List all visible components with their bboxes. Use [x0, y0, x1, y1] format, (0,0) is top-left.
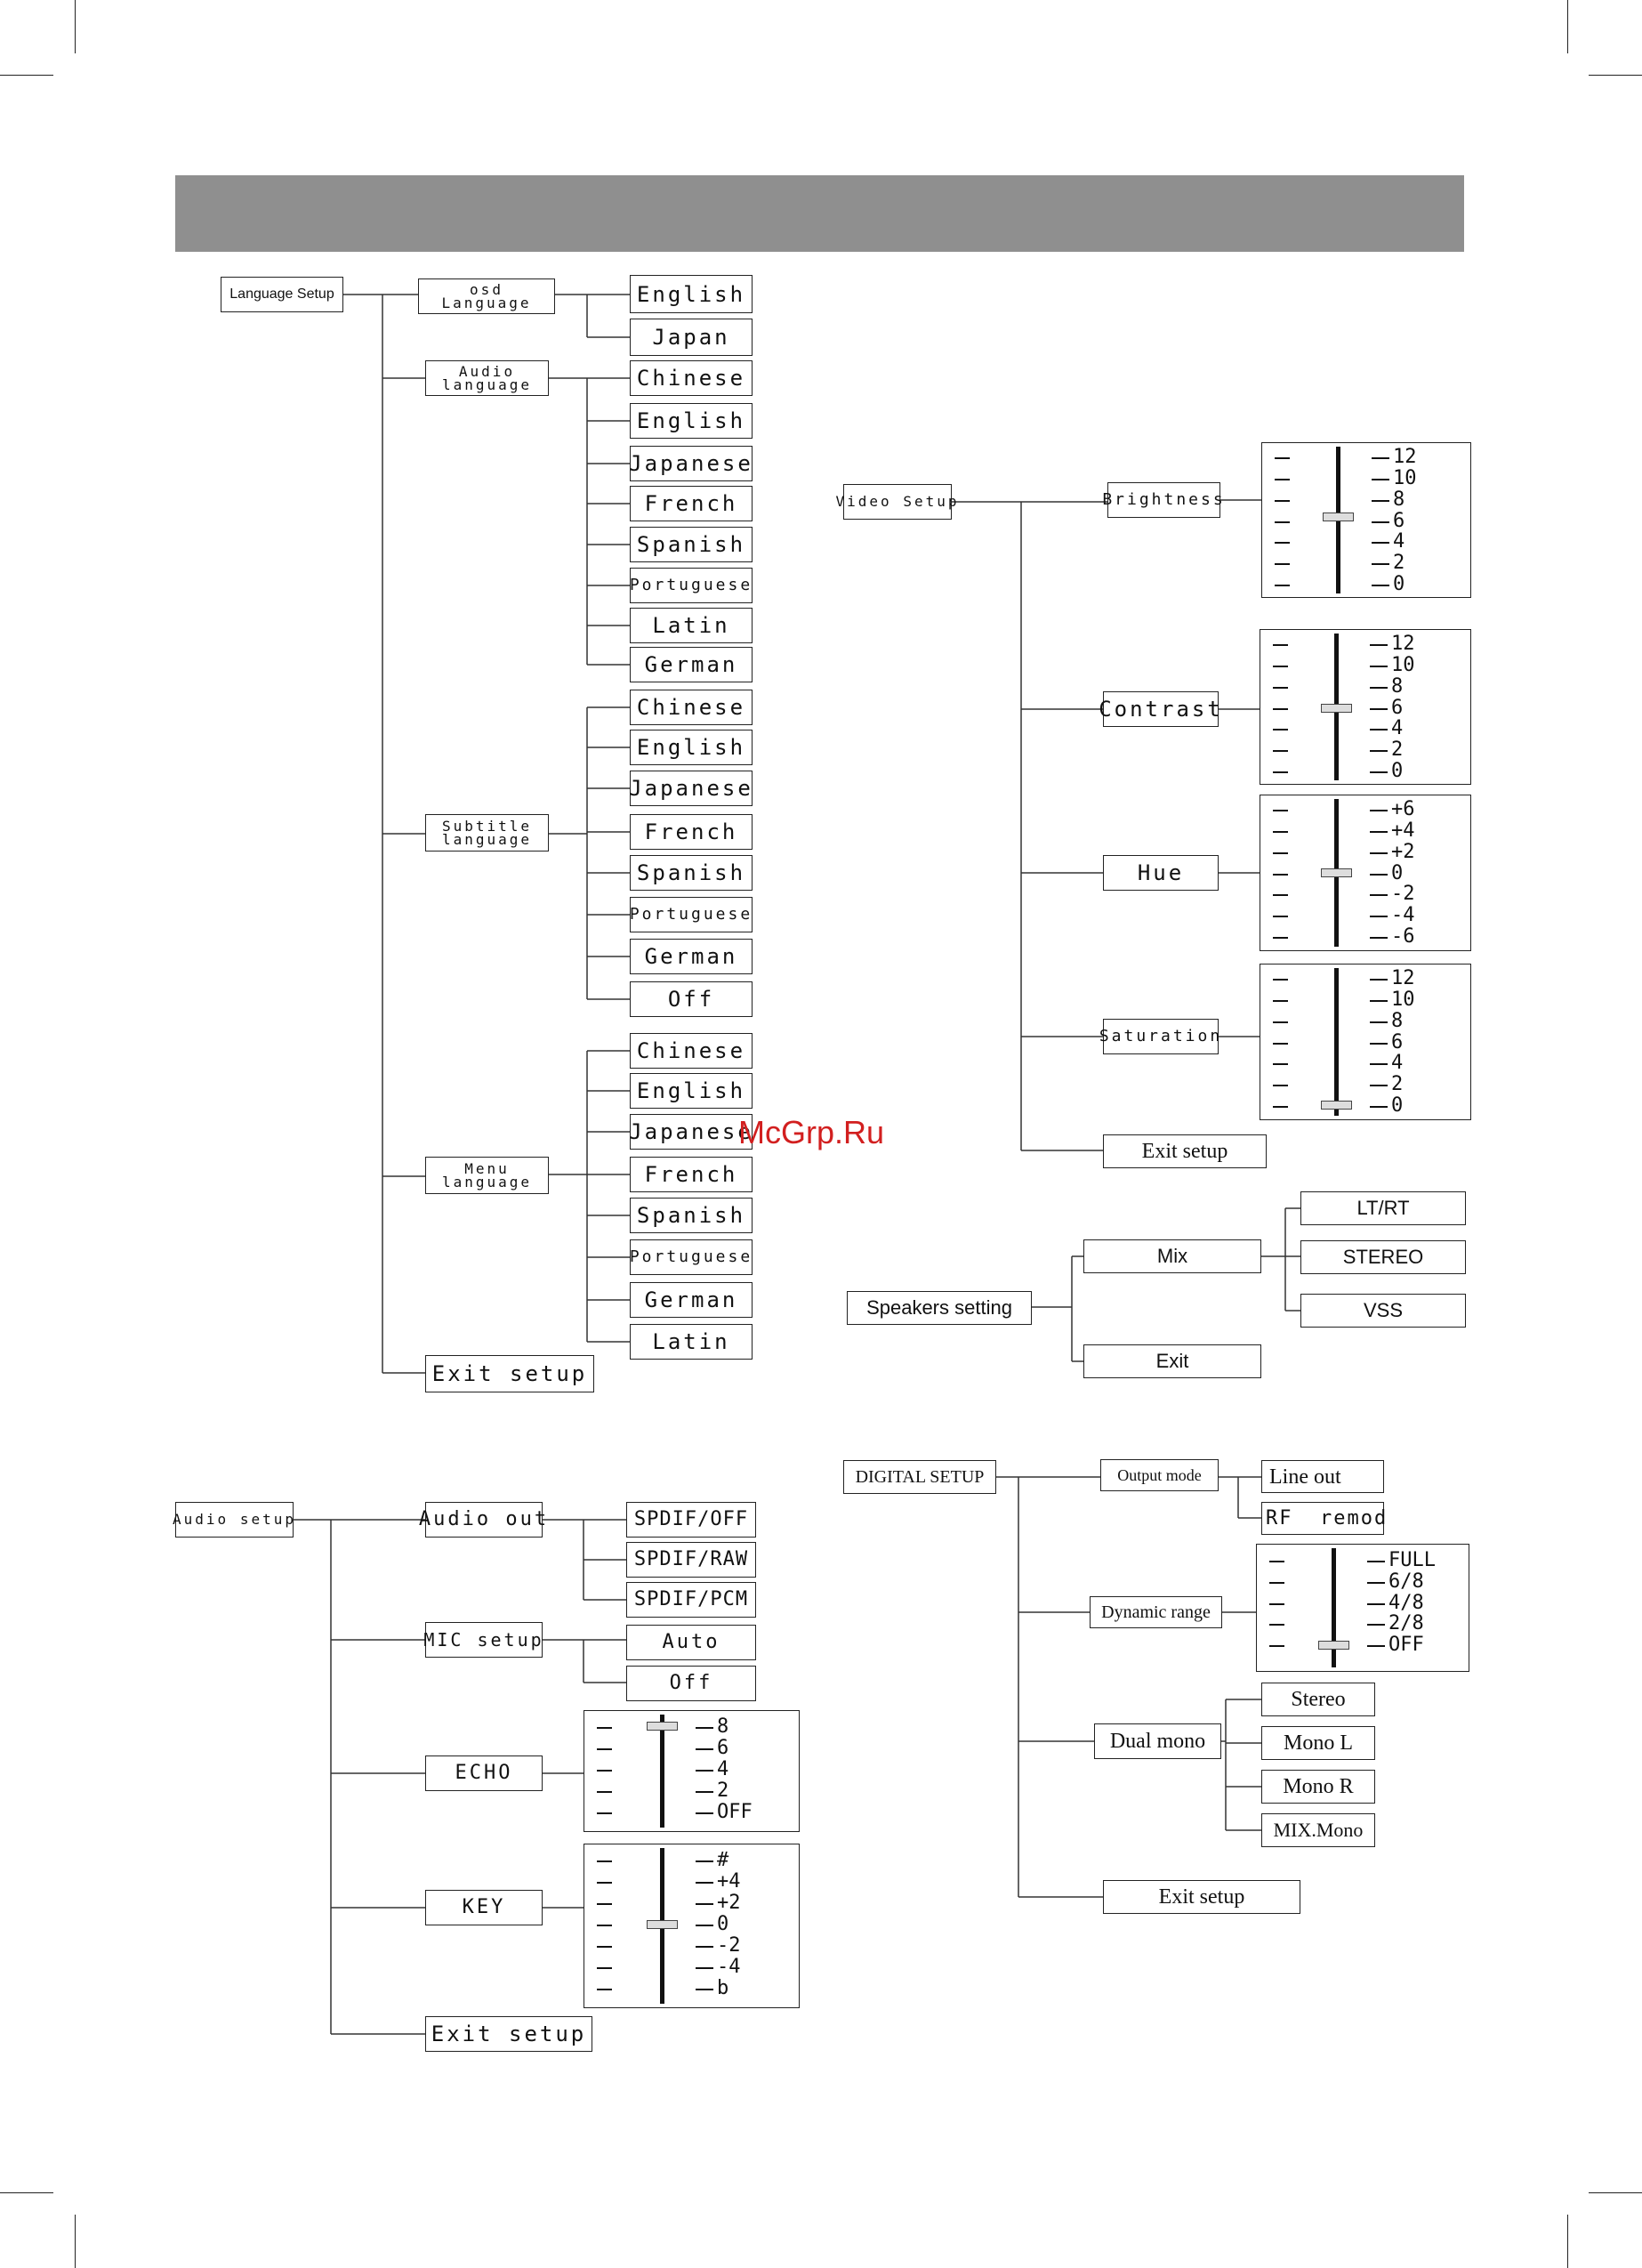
scale-tick-right — [1372, 479, 1389, 480]
audio-out-node[interactable] — [418, 1502, 550, 1538]
digital-exit-setup[interactable] — [1103, 1880, 1300, 1914]
audio-option-latin[interactable] — [630, 608, 753, 643]
scale-tick-left — [1273, 1021, 1288, 1023]
language-setup-root[interactable] — [221, 277, 343, 312]
scale-tick-left — [597, 1812, 612, 1814]
scale-value-label: +6 — [1391, 798, 1415, 820]
scale-value-label: 10 — [1391, 988, 1415, 1011]
scale-tick-right — [1367, 1603, 1385, 1605]
scale-value-label: 4 — [1393, 530, 1405, 553]
scale-value-label: 0 — [1391, 1094, 1404, 1117]
scale-tick-left — [597, 1946, 612, 1948]
menu-option-spanish[interactable] — [630, 1198, 753, 1233]
mic-setup-label: MIC setup — [423, 1629, 544, 1651]
scale-tick-right — [696, 1882, 713, 1884]
scale-value-label: 12 — [1391, 967, 1415, 989]
option-label: English — [636, 735, 746, 760]
echo-node[interactable] — [425, 1755, 543, 1791]
option-label: English — [636, 408, 746, 433]
scale-tick-right — [1367, 1561, 1385, 1562]
scale-tick-left — [597, 1791, 612, 1793]
scale-tick-right — [1372, 585, 1389, 586]
osd-label-1: osd — [470, 280, 503, 298]
scale-tick-left — [1273, 1085, 1288, 1086]
subtitle-option-french[interactable] — [630, 814, 753, 850]
scale-tick-left — [597, 1967, 612, 1969]
option-label: SPDIF/RAW — [633, 1548, 749, 1570]
speakers-exit[interactable] — [1083, 1344, 1261, 1378]
scale-tick-right — [1370, 916, 1388, 917]
osd-option-english[interactable] — [630, 275, 753, 313]
scale-tick-left — [1273, 687, 1288, 689]
digital-setup-root[interactable] — [843, 1460, 996, 1494]
option-label: Off — [669, 1672, 713, 1694]
scale-tick-left — [1269, 1603, 1284, 1605]
scale-tick-left — [1269, 1645, 1284, 1647]
osd-language-node[interactable] — [418, 278, 555, 314]
output-option-rf-remod[interactable] — [1261, 1502, 1388, 1535]
key-node[interactable] — [425, 1890, 543, 1925]
scale-value-label: 4 — [1391, 717, 1404, 740]
option-label: German — [644, 1287, 738, 1312]
mix-option-vss[interactable] — [1300, 1294, 1466, 1328]
scale-value-label: 8 — [1391, 1009, 1404, 1032]
exit-label: Exit setup — [431, 2022, 587, 2046]
echo-slider-thumb[interactable] — [647, 1722, 678, 1731]
scale-tick-right — [1370, 979, 1388, 981]
saturation-node[interactable] — [1099, 1019, 1223, 1054]
saturation-track — [1334, 968, 1339, 1116]
scale-value-label: -4 — [717, 1956, 741, 1978]
scale-tick-right — [1370, 666, 1388, 667]
scale-tick-right — [696, 1748, 713, 1750]
subtitle-label-1: Subtitle — [441, 817, 533, 835]
video-setup-root[interactable] — [835, 484, 960, 520]
scale-tick-left — [1273, 979, 1288, 981]
audio-option-spanish[interactable] — [630, 527, 753, 562]
audio-option-portuguese[interactable] — [630, 568, 753, 603]
scale-value-label: 4 — [1391, 1052, 1404, 1075]
speakers-setting-label: Speakers setting — [866, 1296, 1012, 1319]
scale-tick-left — [597, 1748, 612, 1750]
scale-tick-left — [1273, 852, 1288, 854]
scale-tick-left — [1275, 479, 1290, 480]
option-label: RF remod — [1266, 1506, 1388, 1529]
dual-mono-option-mix-mono[interactable] — [1261, 1813, 1375, 1847]
subtitle-option-portuguese[interactable] — [630, 897, 753, 932]
scale-tick-right — [1372, 500, 1389, 502]
option-label: Spanish — [636, 1203, 746, 1228]
subtitle-language-node[interactable] — [425, 814, 549, 852]
brightness-slider-thumb[interactable] — [1323, 513, 1354, 521]
watermark-text: McGrp.Ru — [738, 1114, 885, 1150]
option-label: French — [644, 1162, 738, 1187]
scale-tick-right — [1370, 687, 1388, 689]
scale-value-label: 10 — [1391, 653, 1415, 676]
scale-tick-left — [1273, 894, 1288, 896]
contrast-scale[interactable] — [1260, 629, 1471, 785]
scale-value-label: OFF — [717, 1801, 753, 1823]
audio-option-japanese[interactable] — [630, 446, 753, 481]
scale-tick-right — [1370, 771, 1388, 773]
scale-tick-right — [1372, 521, 1389, 523]
scale-tick-right — [1370, 852, 1388, 854]
scale-value-label: 4 — [717, 1758, 729, 1780]
option-label: Chinese — [636, 695, 746, 720]
option-label: Chinese — [636, 366, 746, 391]
output-mode-label: Output mode — [1117, 1466, 1202, 1484]
hue-node[interactable] — [1103, 855, 1219, 891]
scale-tick-right — [696, 1791, 713, 1793]
option-label: Chinese — [636, 1038, 746, 1063]
scale-tick-left — [597, 1770, 612, 1772]
scale-tick-left — [597, 1925, 612, 1926]
option-label: Japanese — [629, 451, 753, 476]
scale-tick-right — [1370, 729, 1388, 730]
scale-tick-left — [1273, 729, 1288, 730]
scale-value-label: 12 — [1393, 446, 1417, 468]
menu-option-english[interactable] — [630, 1073, 753, 1109]
scale-value-label: 6 — [1391, 1030, 1404, 1053]
echo-scale[interactable] — [584, 1710, 800, 1832]
video-exit-setup[interactable] — [1103, 1134, 1267, 1168]
scale-tick-left — [1273, 916, 1288, 917]
scale-tick-right — [696, 1967, 713, 1969]
dynamic-range-slider-thumb[interactable] — [1318, 1641, 1349, 1650]
scale-value-label: 8 — [1391, 674, 1404, 698]
echo-track — [660, 1715, 664, 1828]
scale-tick-left — [1273, 750, 1288, 752]
scale-value-label: 6 — [1393, 509, 1405, 532]
subtitle-option-german[interactable] — [630, 939, 753, 974]
audio-out-label: Audio out — [418, 1508, 550, 1530]
option-label: German — [644, 944, 738, 969]
hue-label: Hue — [1137, 860, 1185, 885]
scale-value-label: -6 — [1391, 925, 1415, 948]
option-label: Japan — [652, 325, 730, 350]
audio-label-2: language — [441, 376, 533, 393]
brightness-node[interactable] — [1102, 482, 1226, 518]
subtitle-option-chinese[interactable] — [630, 690, 753, 725]
scale-tick-right — [1370, 1021, 1388, 1023]
key-slider-thumb[interactable] — [647, 1920, 678, 1929]
menu-label-2: language — [441, 1174, 533, 1190]
dual-mono-node[interactable] — [1094, 1723, 1221, 1759]
scale-tick-left — [1273, 1043, 1288, 1045]
scale-value-label: 6/8 — [1388, 1570, 1424, 1593]
dynamic-range-scale[interactable] — [1256, 1544, 1469, 1672]
mix-option-stereo[interactable] — [1300, 1240, 1466, 1274]
scale-tick-right — [1370, 894, 1388, 896]
option-label: Japanese — [629, 1119, 753, 1144]
video-setup-label: Video Setup — [835, 493, 960, 510]
scale-tick-left — [1269, 1582, 1284, 1584]
scale-value-label: 6 — [717, 1737, 729, 1759]
scale-value-label: 0 — [1391, 760, 1404, 782]
scale-tick-right — [1370, 708, 1388, 710]
scale-tick-right — [1372, 542, 1389, 544]
subtitle-option-english[interactable] — [630, 730, 753, 765]
scale-tick-right — [1370, 1085, 1388, 1086]
menu-option-latin[interactable] — [630, 1324, 753, 1360]
scale-tick-left — [1269, 1561, 1284, 1562]
saturation-slider-thumb[interactable] — [1321, 1101, 1352, 1110]
menu-option-german[interactable] — [630, 1282, 753, 1318]
scale-value-label: 4/8 — [1388, 1591, 1424, 1614]
scale-value-label: 8 — [717, 1715, 729, 1738]
dynamic-range-node[interactable] — [1090, 1596, 1222, 1628]
dual-mono-option-stereo[interactable] — [1261, 1683, 1375, 1716]
output-mode-node[interactable] — [1100, 1459, 1219, 1491]
output-option-line-out[interactable] — [1261, 1460, 1384, 1493]
scale-value-label: 12 — [1391, 633, 1415, 655]
subtitle-option-spanish[interactable] — [630, 855, 753, 891]
scale-tick-left — [1275, 585, 1290, 586]
scale-value-label: # — [717, 1849, 729, 1871]
scale-value-label: 2 — [1393, 552, 1405, 575]
menu-language-node[interactable] — [425, 1157, 549, 1194]
scale-tick-right — [1370, 810, 1388, 811]
scale-value-label: OFF — [1388, 1634, 1424, 1656]
scale-tick-right — [1367, 1582, 1385, 1584]
scale-value-label: 2/8 — [1388, 1612, 1424, 1635]
digital-setup-label: DIGITAL SETUP — [855, 1467, 985, 1487]
scale-tick-right — [1370, 1106, 1388, 1108]
mix-label: Mix — [1156, 1245, 1188, 1267]
scale-tick-right — [696, 1770, 713, 1772]
scale-value-label: -2 — [1391, 883, 1415, 906]
option-label: Mono L — [1284, 1731, 1353, 1755]
menu-option-french[interactable] — [630, 1157, 753, 1192]
scale-tick-left — [1275, 563, 1290, 565]
brightness-label: Brightness — [1102, 490, 1226, 509]
scale-tick-left — [597, 1989, 612, 1990]
scale-tick-right — [1367, 1624, 1385, 1626]
option-label: German — [644, 652, 738, 677]
scale-tick-left — [1273, 810, 1288, 811]
scale-tick-right — [696, 1860, 713, 1862]
audio-out-option-spdif-off[interactable] — [626, 1502, 756, 1538]
scale-tick-right — [1370, 937, 1388, 939]
option-label: MIX.Mono — [1273, 1819, 1364, 1841]
mix-option-lt-rt[interactable] — [1300, 1191, 1466, 1225]
exit-label: Exit setup — [431, 1361, 588, 1386]
scale-value-label: +4 — [1391, 819, 1415, 842]
scale-tick-left — [1269, 1624, 1284, 1626]
scale-tick-left — [1273, 1106, 1288, 1108]
scale-tick-right — [696, 1812, 713, 1814]
language-setup-label: Language Setup — [229, 287, 334, 302]
menu-option-portuguese[interactable] — [630, 1239, 753, 1275]
option-label: Japanese — [629, 776, 753, 801]
mix-node[interactable] — [1083, 1239, 1261, 1273]
mic-option-auto[interactable] — [626, 1625, 756, 1660]
audio-out-option-spdif-pcm[interactable] — [626, 1582, 756, 1618]
exit-label: Exit setup — [1141, 1140, 1228, 1163]
scale-tick-right — [696, 1989, 713, 1990]
scale-value-label: 2 — [717, 1780, 729, 1802]
subtitle-option-japanese[interactable] — [630, 771, 753, 806]
scale-value-label: 2 — [1391, 739, 1404, 762]
scale-tick-left — [1275, 542, 1290, 544]
contrast-slider-thumb[interactable] — [1321, 704, 1352, 713]
exit-label: Exit — [1155, 1350, 1189, 1372]
scale-value-label: 8 — [1393, 488, 1405, 511]
scale-tick-left — [1273, 1063, 1288, 1065]
option-label: STEREO — [1342, 1246, 1424, 1268]
contrast-node[interactable] — [1099, 691, 1223, 727]
option-label: French — [644, 819, 738, 844]
option-label: Latin — [652, 1329, 730, 1354]
brightness-scale[interactable] — [1261, 442, 1471, 598]
option-label: SPDIF/PCM — [633, 1588, 749, 1610]
scale-value-label: +2 — [717, 1892, 741, 1914]
scale-tick-left — [1273, 1000, 1288, 1002]
scale-tick-left — [1273, 874, 1288, 876]
audio-label-1: Audio — [458, 362, 516, 380]
scale-tick-left — [1275, 521, 1290, 523]
osd-option-japan[interactable] — [630, 319, 753, 356]
scale-tick-left — [1273, 666, 1288, 667]
option-label: Portuguese — [629, 905, 753, 924]
subtitle-option-off[interactable] — [630, 981, 753, 1017]
option-label: Stereo — [1291, 1688, 1346, 1711]
option-label: English — [636, 1078, 746, 1103]
mic-setup-node[interactable] — [425, 1622, 543, 1658]
scale-tick-left — [597, 1882, 612, 1884]
echo-label: ECHO — [455, 1762, 513, 1784]
menu-option-chinese[interactable] — [630, 1033, 753, 1069]
speakers-setting-root[interactable] — [847, 1291, 1032, 1325]
option-label: Off — [667, 987, 715, 1012]
menu-label-1: Menu — [464, 1159, 510, 1177]
key-label: KEY — [462, 1896, 506, 1918]
menu-option-japanese[interactable] — [630, 1114, 753, 1150]
scale-tick-left — [1273, 644, 1288, 646]
scale-value-label: 0 — [1393, 573, 1405, 595]
option-label: Portuguese — [629, 1247, 753, 1266]
audio-option-chinese[interactable] — [630, 360, 753, 396]
language-exit-setup[interactable] — [425, 1355, 594, 1392]
audio-setup-label: Audio setup — [173, 1511, 296, 1528]
audio-option-german[interactable] — [630, 647, 753, 682]
audio-language-node[interactable] — [425, 360, 549, 396]
scale-tick-right — [1370, 874, 1388, 876]
contrast-label: Contrast — [1099, 697, 1223, 722]
osd-label-2: Language — [441, 295, 532, 311]
scale-tick-right — [1370, 750, 1388, 752]
scale-tick-right — [1367, 1645, 1385, 1647]
scale-value-label: 10 — [1393, 466, 1417, 489]
scale-value-label: 0 — [1391, 861, 1404, 884]
subtitle-label-2: language — [441, 831, 533, 848]
hue-slider-thumb[interactable] — [1321, 868, 1352, 877]
option-label: Line out — [1269, 1465, 1341, 1489]
scale-tick-right — [696, 1925, 713, 1926]
dual-mono-option-mono-l[interactable] — [1261, 1726, 1375, 1760]
option-label: Latin — [652, 613, 730, 638]
option-label: Portuguese — [629, 576, 753, 594]
scale-tick-left — [1275, 457, 1290, 459]
audio-exit-setup[interactable] — [425, 2016, 592, 2052]
audio-setup-root[interactable] — [175, 1502, 294, 1538]
scale-tick-left — [1273, 708, 1288, 710]
scale-value-label: +2 — [1391, 840, 1415, 863]
scale-tick-left — [597, 1860, 612, 1862]
dual-mono-option-mono-r[interactable] — [1261, 1770, 1375, 1804]
scale-value-label: +4 — [717, 1870, 741, 1893]
scale-tick-right — [1370, 1043, 1388, 1045]
dual-mono-label: Dual mono — [1109, 1730, 1206, 1753]
saturation-scale[interactable] — [1260, 964, 1471, 1120]
option-label: French — [644, 491, 738, 516]
scale-tick-right — [696, 1903, 713, 1905]
scale-value-label: FULL — [1388, 1549, 1436, 1571]
scale-tick-left — [597, 1727, 612, 1729]
scale-value-label: -4 — [1391, 904, 1415, 927]
option-label: SPDIF/OFF — [633, 1508, 749, 1530]
option-label: Auto — [662, 1631, 720, 1653]
option-label: Spanish — [636, 860, 746, 885]
scale-value-label: 2 — [1391, 1073, 1404, 1096]
scale-value-label: 0 — [717, 1913, 729, 1935]
option-label: English — [636, 281, 746, 307]
mic-option-off[interactable] — [626, 1666, 756, 1701]
scale-tick-right — [1372, 457, 1389, 459]
scale-tick-left — [597, 1903, 612, 1905]
scale-tick-left — [1273, 937, 1288, 939]
hue-scale[interactable] — [1260, 795, 1471, 951]
exit-label: Exit setup — [1158, 1885, 1245, 1909]
scale-value-label: b — [717, 1977, 729, 1999]
scale-tick-right — [1372, 563, 1389, 565]
scale-value-label: -2 — [717, 1934, 741, 1957]
option-label: VSS — [1363, 1299, 1404, 1321]
scale-tick-left — [1273, 831, 1288, 833]
scale-tick-left — [1273, 771, 1288, 773]
option-label: LT/RT — [1356, 1197, 1410, 1219]
dynamic-range-label: Dynamic range — [1101, 1602, 1211, 1622]
saturation-label: Saturation — [1099, 1027, 1223, 1045]
option-label: Mono R — [1283, 1775, 1354, 1798]
audio-option-english[interactable] — [630, 403, 753, 439]
scale-tick-right — [1370, 644, 1388, 646]
scale-tick-left — [1275, 500, 1290, 502]
scale-tick-right — [1370, 1063, 1388, 1065]
audio-out-option-spdif-raw[interactable] — [626, 1542, 756, 1578]
audio-option-french[interactable] — [630, 486, 753, 521]
option-label: Spanish — [636, 532, 746, 557]
scale-tick-right — [696, 1946, 713, 1948]
scale-tick-right — [696, 1727, 713, 1729]
key-scale[interactable] — [584, 1844, 800, 2008]
scale-tick-right — [1370, 831, 1388, 833]
scale-tick-right — [1370, 1000, 1388, 1002]
scale-value-label: 6 — [1391, 696, 1404, 719]
